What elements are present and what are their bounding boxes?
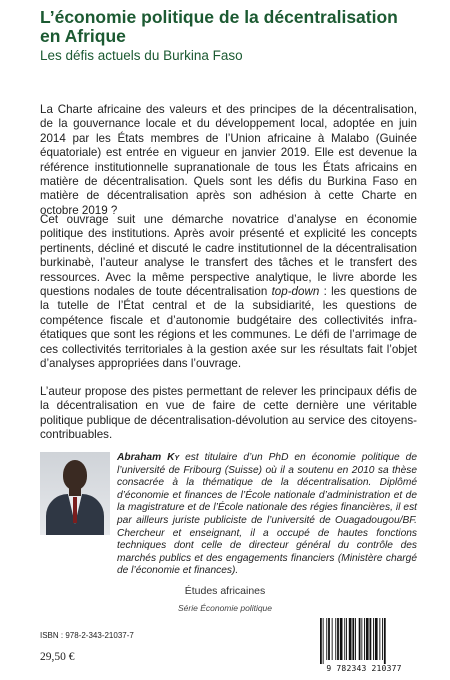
barcode-bar	[337, 618, 339, 660]
barcode-bar	[335, 618, 336, 660]
author-photo	[40, 452, 110, 535]
barcode-bar	[366, 618, 369, 660]
barcode-bar	[373, 618, 374, 660]
barcode-bar	[346, 618, 347, 660]
summary-paragraph-2: Cet ouvrage suit une démarche novatrice d’analyse en économie politique des institutions. Après avoir présenté et explicité les concepts pertinents, décliné et discuté le cadre institutionnel de la décentralisation burkinabè, l’auteur analyse le transfert des tâches et le transfert des ressources. Avec la même perspective analytique, le livre aborde les questions nodales de toute décentralisation top-down : les questions de la tutelle de l’État central et de la subsidiarité, les questions de compétence fiscale et d’autonomie budgétaire des collectivités infra-étatiques que sont les régions et les communes. Le défi de l’arrimage de ces collectivités territoriales à la gestion axée sur les résultats fait l’objet d’analyses appropriées dans l’ouvrage.	[40, 213, 417, 371]
isbn: ISBN : 978-2-343-21037-7	[40, 631, 134, 640]
author-bio	[117, 452, 417, 578]
barcode-bar	[328, 618, 330, 660]
barcode-bar	[355, 618, 356, 660]
barcode-bar	[344, 618, 345, 660]
barcode-bar	[320, 618, 322, 664]
barcode-bar	[361, 618, 362, 660]
emphasis-top-down: top-down	[271, 285, 320, 299]
author-bio-text: est titulaire d’un PhD en économie politique de l’université de Fribourg (Suisse) où il a soutenu en 2010 sa thèse consacrée à la thématique de la décentralisation. Diplômé d’économie et finances de l’École nationale d’administration et de la magistrature et de l’École nationale des régies financières, il est par ailleurs juriste publiciste de l’université de Ouagadougou/BF. Chercheur et enseignant, il a occupé de hautes fonctions techniques dont celle de directeur général du contrôle des marchés publics et des engagements financiers (Ministère chargé de l’économie et finances).	[117, 452, 417, 577]
author-first-name: Abraham	[117, 452, 162, 463]
barcode-bar	[384, 618, 386, 664]
barcode-bar	[359, 618, 361, 660]
barcode-bar	[379, 618, 380, 660]
book-subtitle: Les défis actuels du Burkina Faso	[40, 48, 243, 63]
barcode-bar	[349, 618, 352, 660]
barcode-bar	[352, 618, 354, 660]
barcode-bar	[364, 618, 365, 660]
barcode-bar	[332, 618, 333, 660]
barcode	[314, 616, 414, 676]
barcode-bars	[314, 616, 414, 664]
collection-name: Études africaines	[184, 585, 266, 597]
author-last-name: Ky	[167, 452, 180, 463]
price: 29,50 €	[40, 651, 75, 663]
summary-paragraph-3: L’auteur propose des pistes permettant de relever les principaux défis de la décentralisation en vue de faire de cette dernière une véritable politique publique de décentralisation-dévolution au service des citoyens-contribuables.	[40, 385, 417, 442]
barcode-bar	[375, 618, 378, 660]
barcode-bar	[326, 618, 327, 660]
barcode-bar	[382, 618, 383, 660]
barcode-bar	[340, 618, 343, 660]
summary-paragraph-1: La Charte africaine des valeurs et des principes de la décentralisation, de la gouvernance locale et du développement local, adoptée en juin 2014 par les États membres de l’Union africaine à Malabo (Guinée équatoriale) est entrée en vigueur en janvier 2019. Elle est devenue la référence institutionnelle supranationale de tous les États africains en matière de décentralisation. Quels sont les défis du Burkina Faso en matière de décentralisation après son adhésion à cette Charte en octobre 2019 ?	[40, 103, 417, 217]
barcode-digits: 9 782343 210377	[326, 664, 402, 673]
book-title: L’économie politique de la décentralisation en Afrique	[40, 7, 398, 46]
series-name: Série Économie politique	[177, 603, 273, 613]
barcode-bar	[323, 618, 324, 664]
barcode-bar	[370, 618, 372, 660]
